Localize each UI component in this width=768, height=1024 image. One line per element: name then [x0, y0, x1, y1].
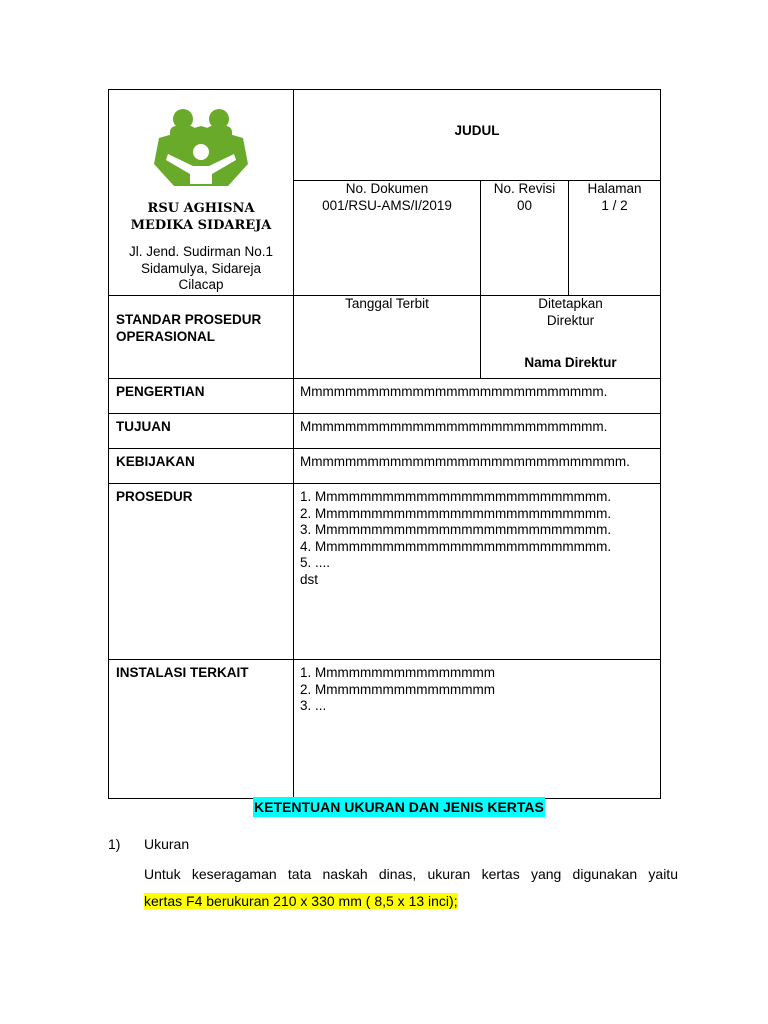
- item-number: 1): [108, 836, 121, 852]
- hospital-identity-cell: [109, 90, 294, 296]
- paragraph-line: Untuk keseragaman tata naskah dinas, ukuran kertas yang digunakan yaitu: [144, 866, 678, 882]
- item-title: Ukuran: [144, 836, 190, 852]
- kebijakan-text: Mmmmmmmmmmmmmmmmmmmmmmmmmmmmm.: [294, 449, 661, 484]
- issue-date-cell: Tanggal Terbit: [294, 296, 481, 379]
- list-item: 3. Mmmmmmmmmmmmmmmmmmmmmmmmmm.: [300, 522, 612, 537]
- list-item: 1. Mmmmmmmmmmmmmmmm: [300, 665, 495, 680]
- approval-cell: Ditetapkan Direktur Nama Direktur: [481, 296, 661, 379]
- tujuan-label: TUJUAN: [109, 414, 294, 449]
- director-name: Nama Direktur: [524, 355, 617, 370]
- pengertian-text: Mmmmmmmmmmmmmmmmmmmmmmmmmmm.: [294, 379, 661, 414]
- hospital-logo: [109, 90, 293, 188]
- list-item: dst: [300, 571, 319, 587]
- instalasi-label: INSTALASI TERKAIT: [109, 660, 294, 799]
- list-item: 5. ....: [300, 555, 331, 570]
- prosedur-label: PROSEDUR: [109, 484, 294, 660]
- section-heading: KETENTUAN UKURAN DAN JENIS KERTAS: [254, 799, 544, 815]
- prosedur-list: [294, 484, 661, 660]
- document-number-cell: No. Dokumen 001/RSU-AMS/I/2019: [294, 181, 481, 296]
- list-item: 2. Mmmmmmmmmmmmmmmmmmmmmmmmmm.: [300, 505, 612, 521]
- kebijakan-label: KEBIJAKAN: [109, 449, 294, 484]
- list-item: 4. Mmmmmmmmmmmmmmmmmmmmmmmmmm.: [300, 538, 612, 554]
- sop-header-table: [108, 89, 661, 799]
- tujuan-text: Mmmmmmmmmmmmmmmmmmmmmmmmmmm.: [294, 414, 661, 449]
- paragraph: [144, 861, 678, 915]
- hospital-logo-icon: [148, 108, 254, 188]
- hospital-address: Jl. Jend. Sudirman No.1 Sidamulya, Sidareja Cilacap: [128, 244, 274, 292]
- sop-label: STANDAR PROSEDUR OPERASIONAL: [109, 296, 294, 379]
- list-item: 1. Mmmmmmmmmmmmmmmmmmmmmmmmmm.: [300, 489, 612, 504]
- list-item: 3. ...: [300, 698, 327, 713]
- instalasi-list: [294, 660, 661, 799]
- page-number-cell: Halaman 1 / 2: [569, 181, 661, 296]
- revision-number-cell: No. Revisi 00: [481, 181, 569, 296]
- highlighted-text: kertas F4 berukuran 210 x 330 mm ( 8,5 x 13 inci);: [144, 893, 458, 909]
- pengertian-label: PENGERTIAN: [109, 379, 294, 414]
- document-title: JUDUL: [294, 90, 661, 181]
- list-item: 2. Mmmmmmmmmmmmmmmm: [300, 681, 495, 697]
- hospital-name: RSU AGHISNA MEDIKA SIDAREJA: [130, 201, 272, 233]
